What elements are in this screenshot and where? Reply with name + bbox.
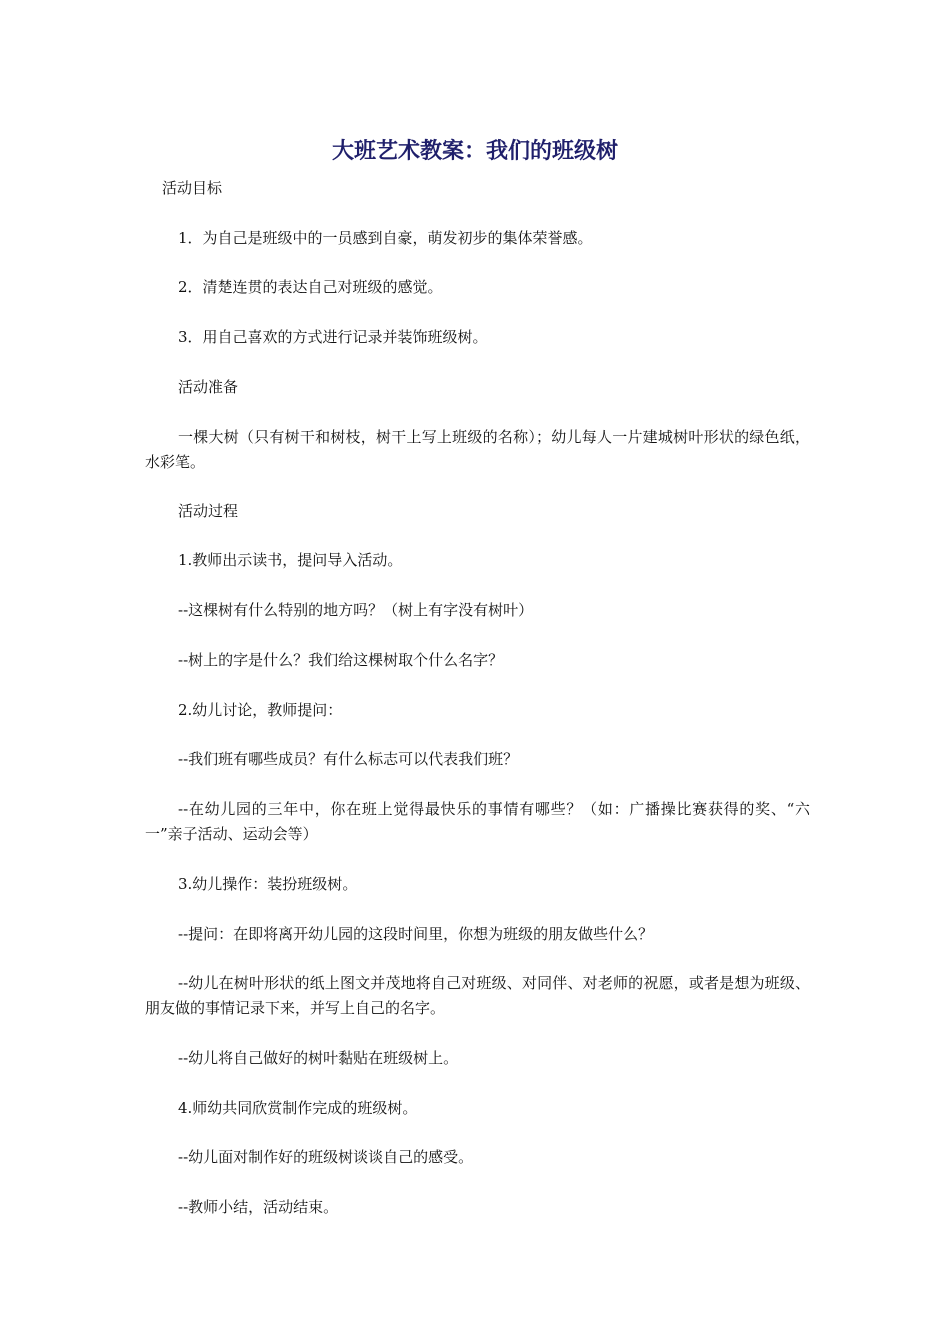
paragraph: 4.师幼共同欣赏制作完成的班级树。 bbox=[178, 1099, 418, 1117]
paragraph: 3．用自己喜欢的方式进行记录并装饰班级树。 bbox=[178, 328, 488, 346]
paragraph: 3.幼儿操作：装扮班级树。 bbox=[178, 875, 358, 893]
paragraph: 2．清楚连贯的表达自己对班级的感觉。 bbox=[178, 278, 443, 296]
page-title: 大班艺术教案：我们的班级树 bbox=[331, 138, 618, 164]
paragraph: --幼儿在树叶形状的纸上图文并茂地将自己对班级、对同伴、对老师的祝愿，或者是想为班级、朋友做的事情记录下来，并写上自己的名字。 bbox=[145, 974, 810, 1017]
section-heading-preparation: 活动准备 bbox=[178, 378, 239, 396]
paragraph: 一棵大树（只有树干和树枝，树干上写上班级的名称）；幼儿每人一片建城树叶形状的绿色纸，水彩笔。 bbox=[145, 428, 810, 471]
paragraph: --教师小结，活动结束。 bbox=[178, 1198, 339, 1216]
paragraph: --提问：在即将离开幼儿园的这段时间里，你想为班级的朋友做些什么？ bbox=[178, 925, 654, 943]
paragraph: --这棵树有什么特别的地方吗？（树上有字没有树叶） bbox=[178, 601, 534, 619]
paragraph: 2.幼儿讨论，教师提问： bbox=[178, 701, 343, 719]
paragraph: --幼儿面对制作好的班级树谈谈自己的感受。 bbox=[178, 1148, 474, 1166]
paragraph: 1．为自己是班级中的一员感到自豪，萌发初步的集体荣誉感。 bbox=[178, 229, 593, 247]
section-heading-process: 活动过程 bbox=[178, 502, 239, 520]
section-heading-goals: 活动目标 bbox=[162, 179, 223, 197]
paragraph: --在幼儿园的三年中，你在班上觉得最快乐的事情有哪些？（如：广播操比赛获得的奖、“六一”亲子活动、运动会等） bbox=[145, 800, 810, 843]
paragraph: --幼儿将自己做好的树叶黏贴在班级树上。 bbox=[178, 1049, 459, 1067]
paragraph: 1.教师出示读书，提问导入活动。 bbox=[178, 551, 403, 569]
paragraph: --树上的字是什么？我们给这棵树取个什么名字？ bbox=[178, 651, 504, 669]
paragraph: --我们班有哪些成员？有什么标志可以代表我们班？ bbox=[178, 750, 519, 768]
